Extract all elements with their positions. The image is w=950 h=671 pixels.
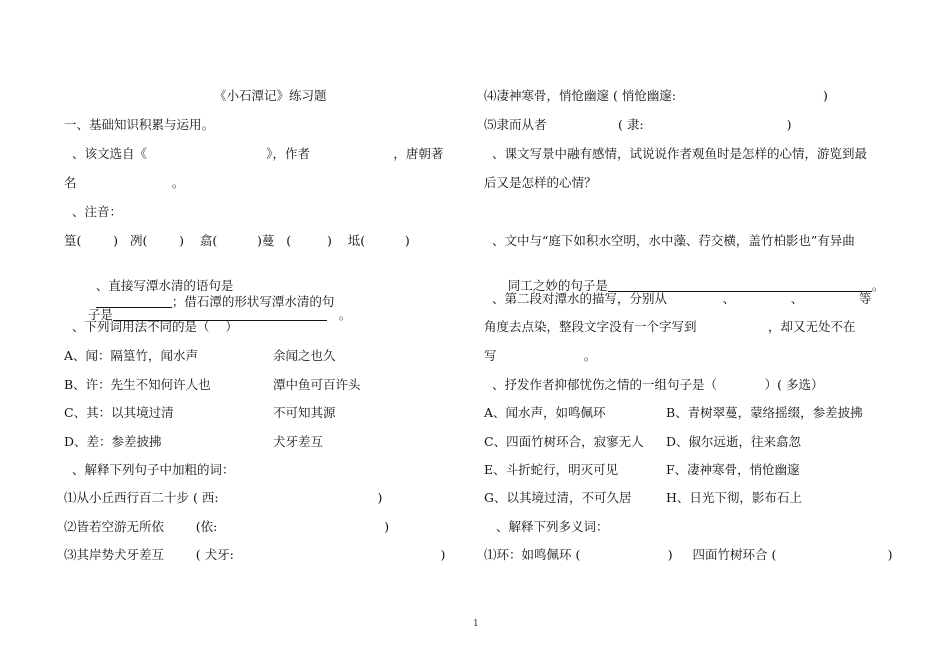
question-1-line-2: 名 。 xyxy=(64,175,185,190)
question-5-item-5: ⑸隶而从者 ( 隶: ) xyxy=(484,117,792,132)
question-7-prompt: 同工之妙的句子是 xyxy=(507,278,608,293)
option-g: G、以其境过清，不可久居 xyxy=(484,490,632,505)
question-5-item-1: ⑴从小丘西行百二十步 ( 西: ) xyxy=(64,490,383,505)
question-5-item-3: ⑶其岸势犬牙差互 ( 犬牙: ) xyxy=(64,547,446,562)
section-heading: 一、基础知识积累与运用。 xyxy=(64,117,215,132)
question-8-line-1: 、第二段对潭水的描写，分别从 、 、 等 xyxy=(492,291,872,306)
option-f: F、凄神寒骨，悄怆幽邃 xyxy=(666,462,800,477)
question-3-prompt-b: ；借石潭的形状写潭水清的句 xyxy=(171,294,335,309)
question-3-end: 。 xyxy=(338,307,352,322)
question-3-prompt-a: 、直接写潭水清的语句是 xyxy=(95,278,234,293)
option-d-right: 犬牙差互 xyxy=(273,434,324,449)
option-e: E、斗折蛇行，明灭可见 xyxy=(484,462,619,477)
option-b-left: B、许：先生不知何许人也 xyxy=(64,377,211,392)
worksheet-title: 《小石潭记》练习题 xyxy=(214,88,327,103)
question-8-line-2: 角度去点染，整段文字没有一个字写到 ，却又无处不在 xyxy=(484,319,856,334)
question-7-line-1: 、文中与“庭下如积水空明，水中藻、荇交横，盖竹柏影也”有异曲 xyxy=(492,233,855,248)
option-c-right: 不可知其源 xyxy=(273,405,336,420)
option-d: D、俶尔远逝，往来翕忽 xyxy=(666,434,802,449)
option-d-left: D、差：参差披拂 xyxy=(64,434,162,449)
question-7-end: 。 xyxy=(871,278,885,293)
question-2-items: 篁( ) 冽( ) 翕( )蔓 ( ) 坻( ) xyxy=(64,233,410,248)
option-c: C、四面竹树环合，寂寥无人 xyxy=(484,434,644,449)
option-a-left: A、闻：隔篁竹，闻水声 xyxy=(64,348,199,363)
question-8-line-3: 写 。 xyxy=(484,348,597,363)
question-10-item-1: ⑴环：如鸣佩环 ( ) 四面竹树环合 ( ) xyxy=(484,547,893,562)
option-a: A、闻水声，如鸣佩环 xyxy=(484,405,606,420)
option-b: B、青树翠蔓，蒙络摇缀，参差披拂 xyxy=(666,405,863,420)
question-3-prompt-c: 子是 xyxy=(87,307,113,322)
question-5-item-2: ⑵皆若空游无所依 (依: ) xyxy=(64,519,390,534)
question-2-heading: 、注音： xyxy=(72,204,123,219)
option-b-right: 潭中鱼可百许头 xyxy=(273,377,361,392)
option-c-left: C、其：以其境过清 xyxy=(64,405,174,420)
question-9-heading: 、抒发作者抑郁忧伤之情的一组句子是（ ）( 多选） xyxy=(492,377,824,392)
question-10-heading: 、解释下列多义词： xyxy=(496,519,609,534)
option-a-right: 余闻之也久 xyxy=(273,348,336,363)
question-4-heading: 、下列词用法不同的是（ ） xyxy=(72,319,238,334)
option-h: H、日光下彻，影布石上 xyxy=(666,490,802,505)
question-1-line-1: 、该文选自《 》，作者 ，唐朝著 xyxy=(72,146,444,161)
question-5-heading: 、解释下列句子中加粗的词： xyxy=(72,462,235,477)
question-6-line-1: 、课文写景中融有感情，试说说作者观鱼时是怎样的心情，游览到最 xyxy=(492,146,868,161)
question-6-line-2: 后又是怎样的心情？ xyxy=(484,175,597,190)
question-5-item-4: ⑷凄神寒骨，悄怆幽邃 ( 悄怆幽邃: ) xyxy=(484,88,828,103)
page-number: 1 xyxy=(473,619,479,629)
